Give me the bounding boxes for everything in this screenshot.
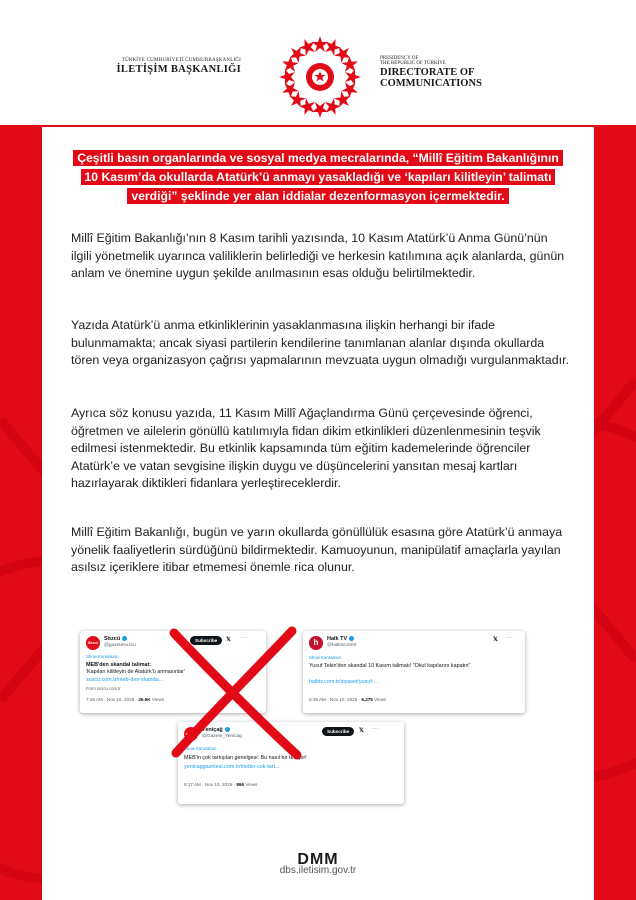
header — [0, 0, 636, 125]
avatar: Sözcü — [86, 636, 100, 650]
tweet-author: Sözcü — [104, 636, 127, 642]
tweet-text: MEB'in çok tartışılan genelgesi: Bu nasıl bir telaştır! — [184, 755, 307, 761]
paragraph-2: Yazıda Atatürk’ü anma etkinliklerinin yasaklanmasına ilişkin herhangi bir ifade bulunmamakta; ancak siyasi partilerin kendilerine tanımlanan alanlar dışında okullarda tören veya organizasyon çağrısı yapmalarının mevzuata uygun olmadığı vurgulanmaktadır. — [71, 318, 569, 367]
avatar: Yeniçağ — [184, 727, 198, 741]
statement-card — [42, 127, 594, 900]
tweet-text: 'Kapıları kilitleyin de Atatürk'ü anmasınlar' — [86, 669, 185, 675]
tweet-link[interactable]: yenicaggazetesi.com.tr/mebin-cok-tart... — [184, 764, 280, 770]
avatar: h — [309, 636, 323, 650]
tweet-meta: 9:17 AM · Nov 10, 2025 · 866 Views — [184, 782, 258, 787]
show-translation-link[interactable]: Show translation — [309, 655, 342, 660]
tweet-author: Halk TV — [327, 636, 354, 642]
tweet-author: Yeniçağ — [202, 727, 230, 733]
paragraph-4: Millî Eğitim Bakanlığı, bugün ve yarın okullarda gönüllülük esasına göre Atatürk’ü anmaya yönelik faaliyetlerin sürdüğünü bildirmektedir. Kamuoyunun, manipülatif amaçlarla yayılan asılsız içeriklere itibar etmemesi önemle rica olunur. — [71, 525, 563, 574]
verified-icon — [122, 636, 127, 641]
tweet-link[interactable]: halktv.com.tr/siyaset/yusuf-... — [309, 679, 379, 685]
header-right-title: PRESIDENCY OF THE REPUBLIC OF TÜRKİYE DIRECTORATE OF COMMUNICATIONS — [380, 56, 482, 89]
x-logo-icon: 𝕏 — [493, 637, 498, 643]
more-icon[interactable]: ··· — [240, 635, 248, 641]
headline: Çeşitli basın organlarında ve sosyal medya mecralarında, “Millî Eğitim Bakanlığının 10 Kasım’da okullarda Atatürk’ü anmayı yasakladığı ve ‘kapıları kilitleyin’ talimatı verdiği” şeklinde yer alan iddialar dezenformasyon içermektedir. — [72, 149, 564, 206]
presidential-emblem-icon — [277, 34, 363, 120]
tweet-text: Yusuf Tekin'den skandal 10 Kasım talimatı! "Okul kapılarını kapatın" — [309, 663, 471, 669]
tweet-meta: 7:25 AM · Nov 10, 2025 · 26.5K Views — [86, 697, 165, 702]
tweet-screenshots — [42, 127, 594, 900]
verified-icon — [349, 636, 354, 641]
tweet-handle: @halktvcomtr — [327, 643, 357, 648]
dmm-logo-icon — [278, 850, 358, 866]
show-translation-link[interactable]: Show translation — [86, 654, 119, 659]
tweet-meta: 9:39 AM · Nov 10, 2025 · 6,275 Views — [309, 697, 387, 702]
tweet-source: From sozcu.com.tr — [86, 686, 121, 691]
paragraph-3: Ayrıca söz konusu yazıda, 11 Kasım Millî Ağaçlandırma Günü çerçevesinde öğrenci, öğretmen ve ailelerin gönüllü katılımıyla fidan dikim etkinlikleri düzenlenmesinin teşvik edilmesi istenmektedir. Bu etkinlik kapsamında tüm eğitim kademelerinde öğrenciler Atatürk’e ve vatan sevgisine ilişkin duygu ve düşüncelerini yansıtan mesaj kartları hazırlayarak diktikleri fidanlara yerleştireceklerdir. — [71, 406, 541, 490]
more-icon[interactable]: ··· — [506, 635, 514, 641]
cross-out-icon — [162, 623, 307, 763]
tweet-halktv — [303, 631, 525, 713]
svg-text:DMM: DMM — [297, 851, 339, 866]
subscribe-button[interactable]: Subscribe — [190, 636, 222, 645]
tweet-text-bold: MEB'den skandal talimat: — [86, 662, 152, 668]
header-left-title: TÜRKİYE CUMHURİYETİ CUMHURBAŞKANLIĞI İLETİŞİM BAŞKANLIĞI — [116, 58, 241, 75]
tweet-handle: @Gazete_Yenicag — [202, 734, 242, 739]
footer-url[interactable]: dbs.iletisim.gov.tr — [279, 865, 357, 876]
paragraph-1: Millî Eğitim Bakanlığı’nın 8 Kasım tarihli yazısında, 10 Kasım Atatürk’ü Anma Günü’nün ilgili yönetmelik uyarınca valiliklerin belirlediği ve herkesin katılımına açık alanlarda, günün anlam ve önemine uygun şekilde anılmasının esas olduğu belirtilmektedir. — [71, 231, 565, 280]
x-logo-icon: 𝕏 — [226, 637, 231, 643]
tweet-handle: @gazetesozcu — [104, 643, 136, 648]
x-logo-icon: 𝕏 — [359, 728, 364, 734]
tweet-link[interactable]: sozcu.com.tr/meb-den-skandа... — [86, 677, 163, 683]
subscribe-button[interactable]: Subscribe — [322, 727, 354, 736]
more-icon[interactable]: ··· — [372, 726, 380, 732]
show-translation-link[interactable]: Show translation — [184, 746, 217, 751]
